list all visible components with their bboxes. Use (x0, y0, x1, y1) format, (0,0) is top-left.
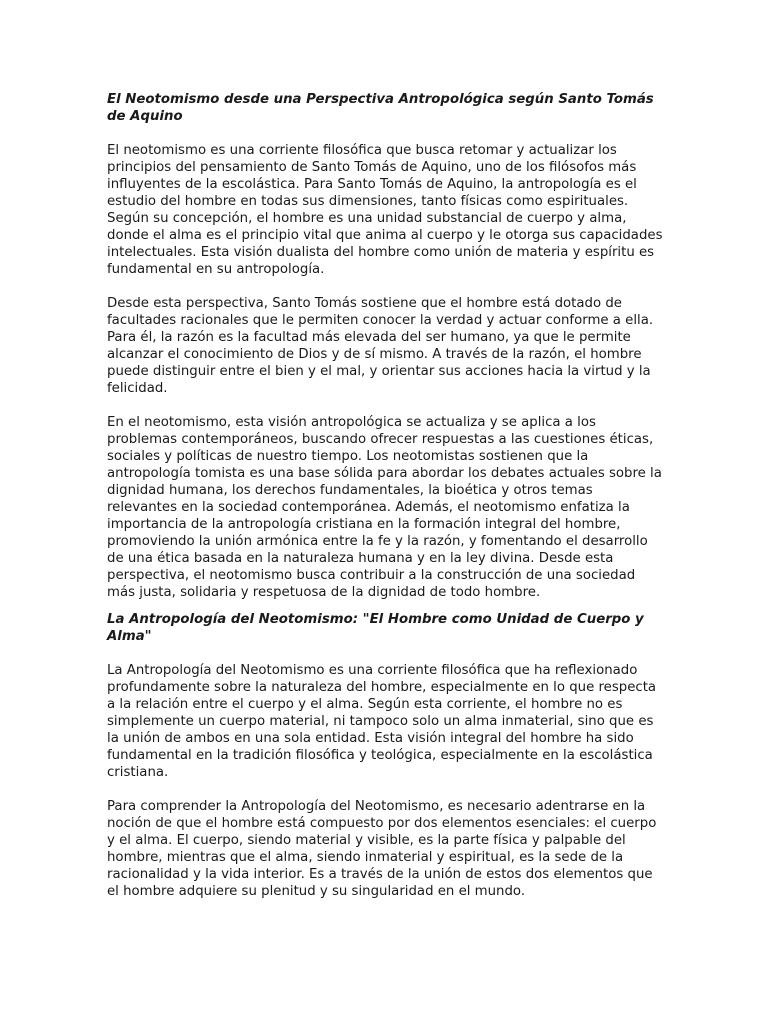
paragraph-2: Desde esta perspectiva, Santo Tomás sostiene que el hombre está dotado de facultades racionales que le permiten conocer la verdad y actuar conforme a ella. Para él, la razón es la facultad más elevada del ser humano, ya que le permite alcanzar el conocimiento de Dios y de sí mismo. A través de la razón, el hombre puede distinguir entre el bien y el mal, y orientar sus acciones hacia la virtud y la felicidad. (107, 296, 654, 396)
section-paragraph-2: Para comprender la Antropología del Neotomismo, es necesario adentrarse en la noción de que el hombre está compuesto por dos elementos esenciales: el cuerpo y el alma. El cuerpo, siendo material y visible, es la parte física y palpable del hombre, mientras que el alma, siendo inmaterial y espiritual, es la sede de la racionalidad y la vida interior. Es a través de la unión de estos dos elementos que el hombre adquiere su plenitud y su singularidad en el mundo. (107, 799, 657, 899)
section-title: La Antropología del Neotomismo: "El Hombre como Unidad de Cuerpo y Alma" (107, 612, 644, 644)
document-page (107, 91, 663, 900)
paragraph-3: En el neotomismo, esta visión antropológica se actualiza y se aplica a los problemas contemporáneos, buscando ofrecer respuestas a las cuestiones éticas, sociales y políticas de nuestro tiempo. Los neotomistas sostienen que la antropología tomista es una base sólida para abordar los debates actuales sobre la dignidad humana, los derechos fundamentales, la bioética y otros temas relevantes en la sociedad contemporánea. Además, el neotomismo enfatiza la importancia de la antropología cristiana en la formación integral del hombre, promoviendo la unión armónica entre la fe y la razón, y fomentando el desarrollo de una ética basada en la naturaleza humana y en la ley divina. Desde esta perspectiva, el neotomismo busca contribuir a la construcción de una sociedad más justa, solidaria y respetuosa de la dignidad de todo hombre. (107, 415, 662, 600)
paragraph-1: El neotomismo es una corriente filosófica que busca retomar y actualizar los principios del pensamiento de Santo Tomás de Aquino, uno de los filósofos más influyentes de la escolástica. Para Santo Tomás de Aquino, la antropología es el estudio del hombre en todas sus dimensiones, tanto físicas como espirituales. Según su concepción, el hombre es una unidad substancial de cuerpo y alma, donde el alma es el principio vital que anima al cuerpo y le otorga sus capacidades intelectuales. Esta visión dualista del hombre como unión de materia y espíritu es fundamental en su antropología. (107, 143, 663, 277)
section-paragraph-1: La Antropología del Neotomismo es una corriente filosófica que ha reflexionado profundamente sobre la naturaleza del hombre, especialmente en lo que respecta a la relación entre el cuerpo y el alma. Según esta corriente, el hombre no es simplemente un cuerpo material, ni tampoco solo un alma inmaterial, sino que es la unión de ambos en una sola entidad. Esta visión integral del hombre ha sido fundamental en la tradición filosófica y teológica, especialmente en la escolástica cristiana. (107, 663, 657, 780)
document-title: El Neotomismo desde una Perspectiva Antropológica según Santo Tomás de Aquino (107, 92, 654, 124)
